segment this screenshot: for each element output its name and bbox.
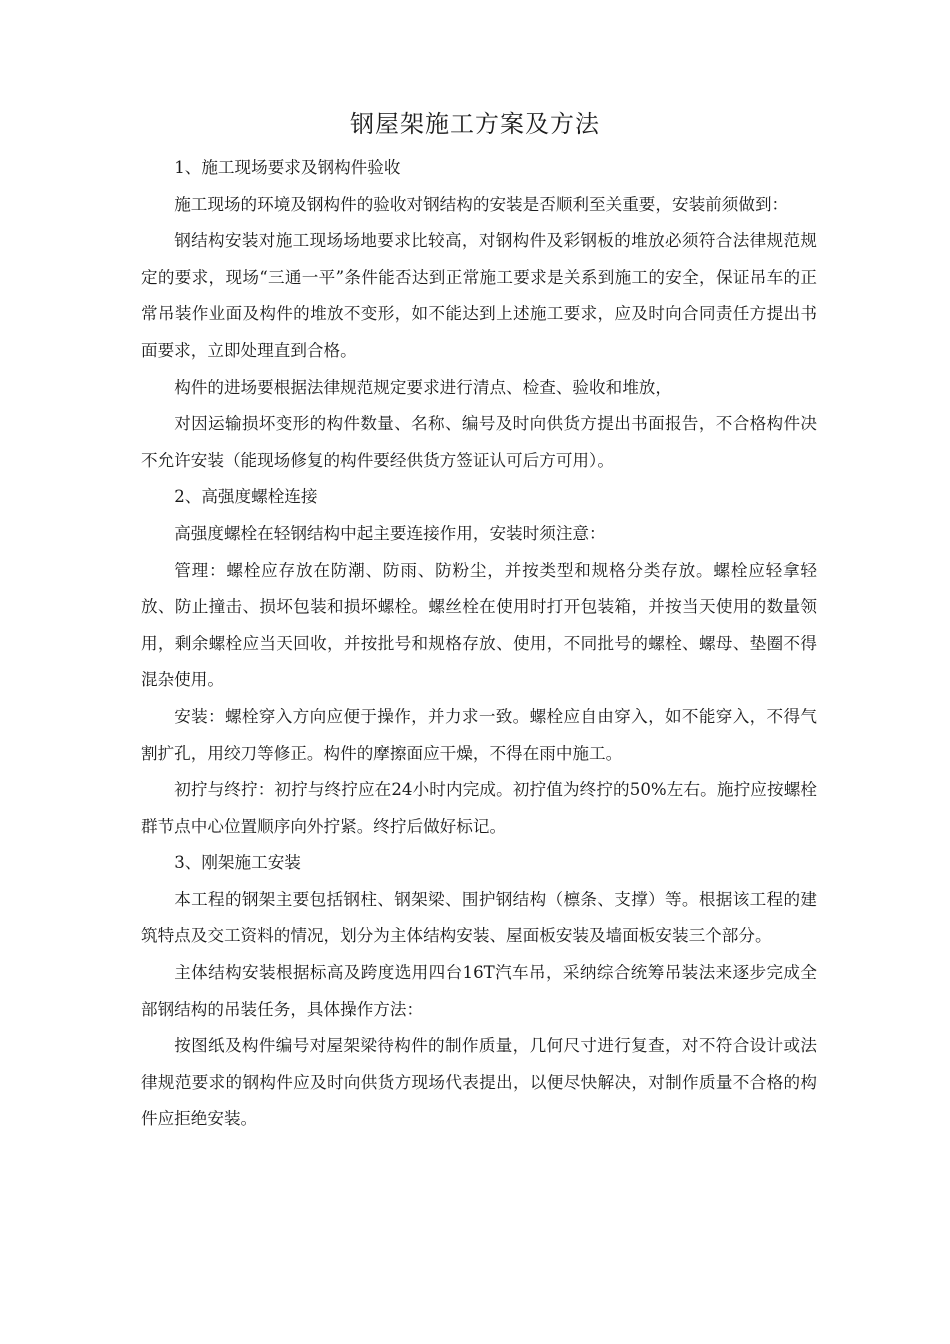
paragraph: 安装：螺栓穿入方向应便于操作，并力求一致。螺栓应自由穿入，如不能穿入，不得气割扩孔，用绞刀等修正。构件的摩擦面应干燥，不得在雨中施工。	[141, 706, 817, 763]
document-title: 钢屋架施工方案及方法	[350, 110, 600, 138]
paragraph: 管理：螺栓应存放在防潮、防雨、防粉尘，并按类型和规格分类存放。螺栓应轻拿轻放、防止撞击、损坏包装和损坏螺栓。螺丝栓在使用时打开包装箱，并按当天使用的数量领用，剩余螺栓应当天回收，并按批号和规格存放、使用，不同批号的螺栓、螺母、垫圈不得混杂使用。	[141, 560, 817, 690]
section-heading-2: 2、高强度螺栓连接	[174, 487, 318, 507]
paragraph: 施工现场的环境及钢构件的验收对钢结构的安装是否顺利至关重要，安装前须做到：	[174, 194, 789, 214]
paragraph: 本工程的钢架主要包括钢柱、钢架梁、围护钢结构（檩条、支撑）等。根据该工程的建筑特点及交工资料的情况，划分为主体结构安装、屋面板安装及墙面板安装三个部分。	[141, 889, 817, 946]
paragraph: 构件的进场要根据法律规范规定要求进行清点、检查、验收和堆放，	[174, 377, 672, 397]
section-heading-1: 1、施工现场要求及钢构件验收	[174, 158, 401, 177]
paragraph: 主体结构安装根据标高及跨度选用四台16T汽车吊，采纳综合统筹吊装法来逐步完成全部钢结构的吊装任务，具体操作方法：	[141, 963, 817, 1019]
paragraph: 对因运输损坏变形的构件数量、名称、编号及时向供货方提出书面报告，不合格构件决不允许安装（能现场修复的构件要经供货方签证认可后方可用）。	[141, 414, 817, 470]
section-heading-3: 3、刚架施工安装	[174, 853, 301, 873]
paragraph: 按图纸及构件编号对屋架梁待构件的制作质量，几何尺寸进行复查，对不符合设计或法律规范要求的钢构件应及时向供货方现场代表提出，以便尽快解决，对制作质量不合格的构件应拒绝安装。	[141, 1036, 817, 1129]
paragraph: 高强度螺栓在轻钢结构中起主要连接作用，安装时须注意：	[174, 523, 606, 543]
paragraph: 初拧与终拧：初拧与终拧应在24小时内完成。初拧值为终拧的50%左右。施拧应按螺栓群节点中心位置顺序向外拧紧。终拧后做好标记。	[141, 780, 817, 836]
document-body	[141, 150, 817, 1138]
paragraph: 钢结构安装对施工现场场地要求比较高，对钢构件及彩钢板的堆放必须符合法律规范规定的要求，现场“三通一平”条件能否达到正常施工要求是关系到施工的安全，保证吊车的正常吊装作业面及构件的堆放不变形，如不能达到上述施工要求，应及时向合同责任方提出书面要求，立即处理直到合格。	[141, 231, 817, 360]
